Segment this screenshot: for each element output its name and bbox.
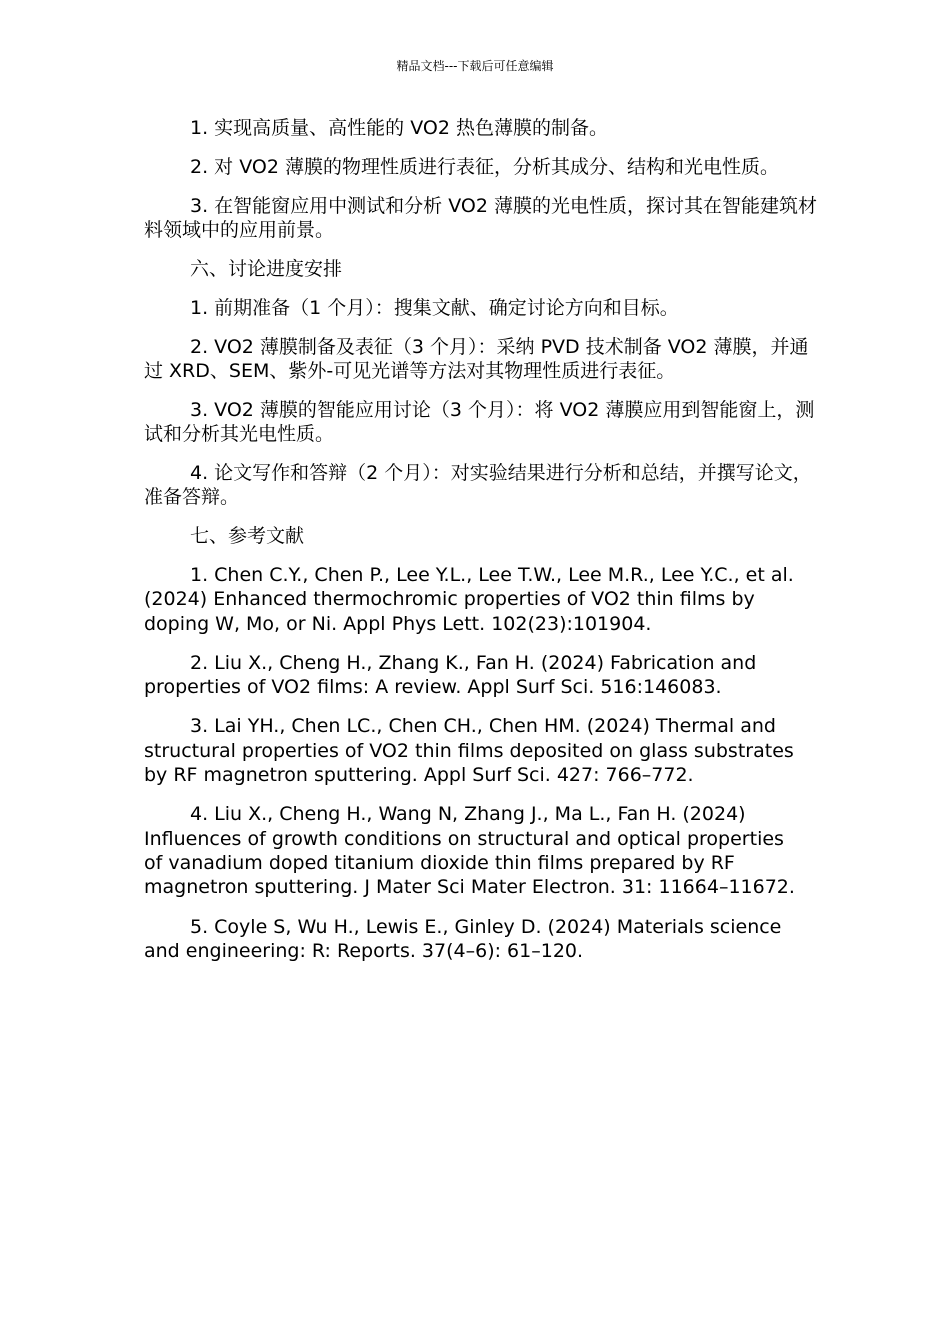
schedule-item: 1. 前期准备（1 个月）：搜集文献、确定讨论方向和目标。 — [190, 297, 679, 319]
reference-item: 2. Liu X., Cheng H., Zhang K., Fan H. (2024) Fabrication and properties of VO2 films: A review. Appl Surf Sci. 516:146083. — [144, 651, 757, 699]
schedule-item: 3. VO2 薄膜的智能应用讨论（3 个月）：将 VO2 薄膜应用到智能窗上，测试和分析其光电性质。 — [144, 399, 815, 445]
schedule-item: 4. 论文写作和答辩（2 个月）：对实验结果进行分析和总结，并撰写论文，准备答辩。 — [144, 462, 812, 508]
document-body — [144, 116, 820, 978]
goal-item: 3. 在智能窗应用中测试和分析 VO2 薄膜的光电性质，探讨其在智能建筑材料领域中的应用前景。 — [144, 195, 817, 241]
schedule-item: 2. VO2 薄膜制备及表征（3 个月）：采纳 PVD 技术制备 VO2 薄膜，并通过 XRD、SEM、紫外-可见光谱等方法对其物理性质进行表征。 — [144, 336, 809, 382]
goal-item: 1. 实现高质量、高性能的 VO2 热色薄膜的制备。 — [190, 117, 608, 139]
reference-item: 4. Liu X., Cheng H., Wang N, Zhang J., Ma L., Fan H. (2024) Influences of growth conditions on structural and optical properties of vanadium doped titanium dioxide thin films prepared by RF magnetron sputtering. J Mater Sci Mater Electron. 31: 11664–11672. — [144, 803, 795, 899]
reference-item: 1. Chen C.Y., Chen P., Lee Y.L., Lee T.W., Lee M.R., Lee Y.C., et al. (2024) Enhanced thermochromic properties of VO2 thin films by doping W, Mo, or Ni. Appl Phys Lett. 102(23):101904. — [144, 564, 794, 635]
reference-item: 5. Coyle S, Wu H., Lewis E., Ginley D. (2024) Materials science and engineering: R: Reports. 37(4–6): 61–120. — [144, 915, 782, 962]
page-header: 精品文档---下载后可任意编辑 — [396, 59, 554, 73]
section-heading-references: 七、参考文献 — [190, 525, 305, 547]
section-heading-schedule: 六、讨论进度安排 — [190, 258, 343, 280]
goal-item: 2. 对 VO2 薄膜的物理性质进行表征，分析其成分、结构和光电性质。 — [190, 156, 779, 178]
reference-item: 3. Lai YH., Chen LC., Chen CH., Chen HM. (2024) Thermal and structural properties of VO2 thin films deposited on glass substrates by RF magnetron sputtering. Appl Surf Sci. 427: 766–772. — [144, 715, 794, 787]
